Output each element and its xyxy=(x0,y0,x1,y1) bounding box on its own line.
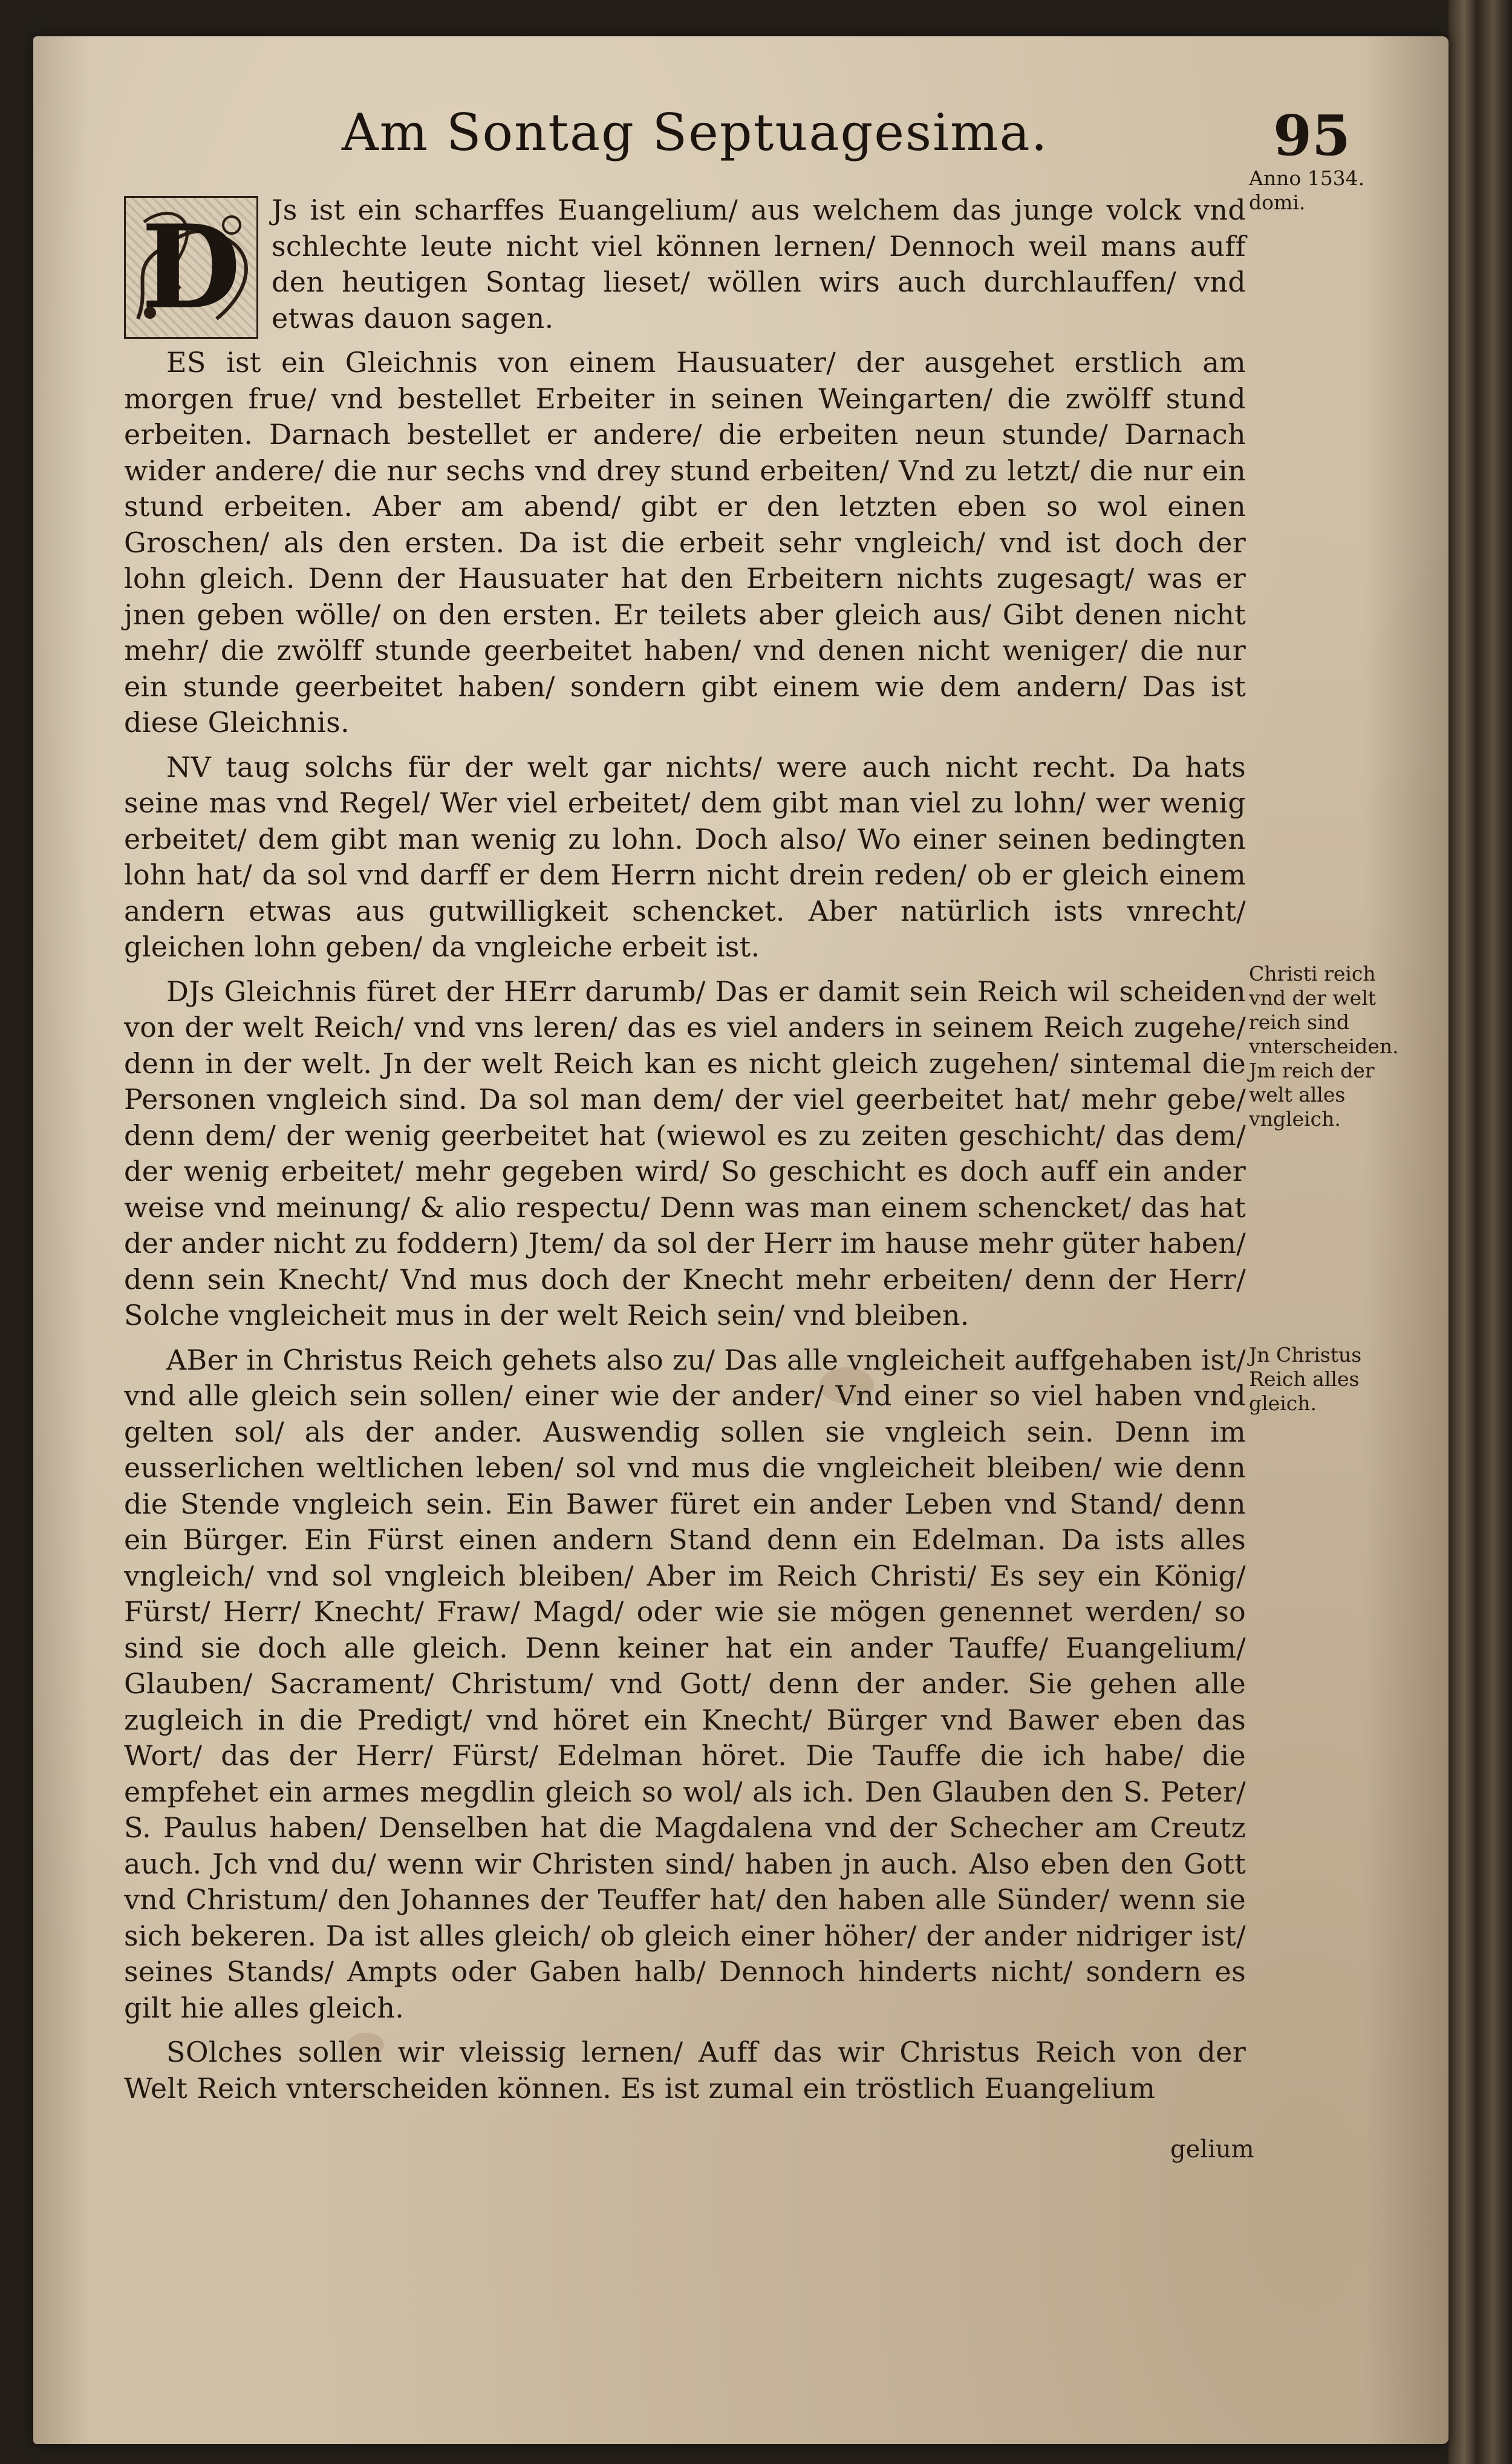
catchword: gelium xyxy=(1170,2136,1254,2163)
paragraph-1 xyxy=(124,192,1246,336)
paragraph-1-text: Js ist ein scharffes Euangelium/ aus welchem das junge volck vnd schlechte leute nicht viel können lernen/ Dennoch weil mans auff den heutigen Sontag lieset/ wöllen wirs auch durchlauffen/ vnd etwas dauon sagen. xyxy=(272,194,1246,335)
page-header xyxy=(269,97,1358,181)
paragraph-6: SOlches sollen wir vleissig lernen/ Auff das wir Christus Reich von der Welt Reich vnterscheiden können. Es ist zumal ein tröstlich Euangelium xyxy=(124,2036,1246,2105)
drop-cap-letter: D xyxy=(141,200,241,335)
page-number: 95 xyxy=(1273,103,1351,168)
book-page xyxy=(33,36,1448,2444)
margin-note-year: Anno 1534. domi. xyxy=(1249,166,1365,214)
margin-note-reiche: Christi reich vnd der welt reich sind vnterscheiden. Jm reich der welt alles vngleich. xyxy=(1249,962,1399,1131)
paragraph-4: DJs Gleichnis füret der HErr darumb/ Das er damit sein Reich wil scheiden von der welt Reich/ vnd vns leren/ das es viel anders in seinem Reich zugehe/ denn in der welt. Jn der welt Reich kan es nicht gleich zugehen/ sintemal die Personen vngleich sind. Da sol man dem/ der viel geerbeitet hat/ mehr gebe/ denn dem/ der wenig geerbeitet hat (wiewol es zu zeiten geschicht/ das dem/ der wenig erbeitet/ mehr gegeben wird/ So geschicht es doch auff ein ander weise vnd meinung/ & alio respectu/ Denn was man einem schencket/ das hat der ander nicht zu foddern) Jtem/ da sol der Herr im hause mehr güter haben/ denn sein Knecht/ Vnd mus doch der Knecht mehr erbeiten/ denn der Herr/ Solche vngleicheit mus in der welt Reich sein/ vnd bleiben. xyxy=(124,975,1246,1332)
drop-cap xyxy=(124,196,258,339)
book-spine xyxy=(1448,0,1512,2464)
margin-note-christus-reich: Jn Christus Reich alles gleich. xyxy=(1249,1343,1362,1415)
paragraph-3: NV taug solchs für der welt gar nichts/ were auch nicht recht. Da hats seine mas vnd Regel/ Wer viel erbeitet/ dem gibt man viel zu lohn/ wer wenig erbeitet/ dem gibt man wenig zu lohn. Doch also/ Wo einer seinen bedingten lohn hat/ da sol vnd darff er dem Herrn nicht drein reden/ ob er gleich einem andern etwas aus gutwilligkeit schencket. Aber natürlich ists vnrecht/ gleichen lohn geben/ da vngleiche erbeit ist. xyxy=(124,750,1246,963)
paragraph-2: ES ist ein Gleichnis von einem Hausuater/ der ausgehet erstlich am morgen frue/ vnd bestellet Erbeiter in seinen Weingarten/ die zwölff stund erbeiten. Darnach bestellet er andere/ die erbeiten neun stunde/ Darnach wider andere/ die nur sechs vnd drey stund erbeiten/ Vnd zu letzt/ die nur ein stund erbeiten. Aber am abend/ gibt er den letzten eben so wol einen Groschen/ als den ersten. Da ist die erbeit sehr vngleich/ vnd ist doch der lohn gleich. Denn der Hausuater hat den Erbeitern nichts zugesagt/ was er jnen geben wölle/ on den ersten. Er teilets aber gleich aus/ Gibt denen nicht mehr/ die zwölff stunde geerbeitet haben/ vnd denen nicht weniger/ die nur ein stunde geerbeitet haben/ sondern gibt einem wie dem andern/ Das ist diese Gleichnis. xyxy=(124,346,1246,739)
running-head: Am Sontag Septuagesima. xyxy=(342,103,1049,162)
main-text xyxy=(124,192,1246,2115)
paragraph-5: ABer in Christus Reich gehets also zu/ Das alle vngleicheit auffgehaben ist/ vnd alle gleich sein sollen/ einer wie der ander/ Vnd einer so viel haben vnd gelten sol/ als der ander. Auswendig sollen sie vngleich sein. Denn im eusserlichen weltlichen leben/ sol vnd mus die vngleicheit bleiben/ wie denn die Stende vngleich sein. Ein Bawer füret ein ander Leben vnd Stand/ denn ein Bürger. Ein Fürst einen andern Stand denn ein Edelman. Da ists alles vngleich/ vnd sol vngleich bleiben/ Aber im Reich Christi/ Es sey ein König/ Fürst/ Herr/ Knecht/ Fraw/ Magd/ oder wie sie mögen genennet werden/ so sind sie doch alle gleich. Denn keiner hat ein ander Tauffe/ Euangelium/ Glauben/ Sacrament/ Christum/ vnd Gott/ denn der ander. Sie gehen alle zugleich in die Predigt/ vnd höret ein Knecht/ Bürger vnd Bawer eben das Wort/ das der Herr/ Fürst/ Edelman höret. Die Tauffe die ich habe/ die empfehet ein armes megdlin gleich so wol/ als ich. Den Glauben den S. Peter/ S. Paulus haben/ Denselben hat die Magdalena vnd der Schecher am Creutz auch. Jch vnd du/ wenn wir Christen sind/ haben jn auch. Also eben den Gott vnd Christum/ den Johannes der Teuffer hat/ den haben alle Sünder/ wenn sie sich bekeren. Da ist alles gleich/ ob gleich einer höher/ der ander nidriger ist/ seines Stands/ Ampts oder Gaben halb/ Dennoch hinderts nicht/ sondern es gilt hie alles gleich. xyxy=(124,1343,1246,2024)
